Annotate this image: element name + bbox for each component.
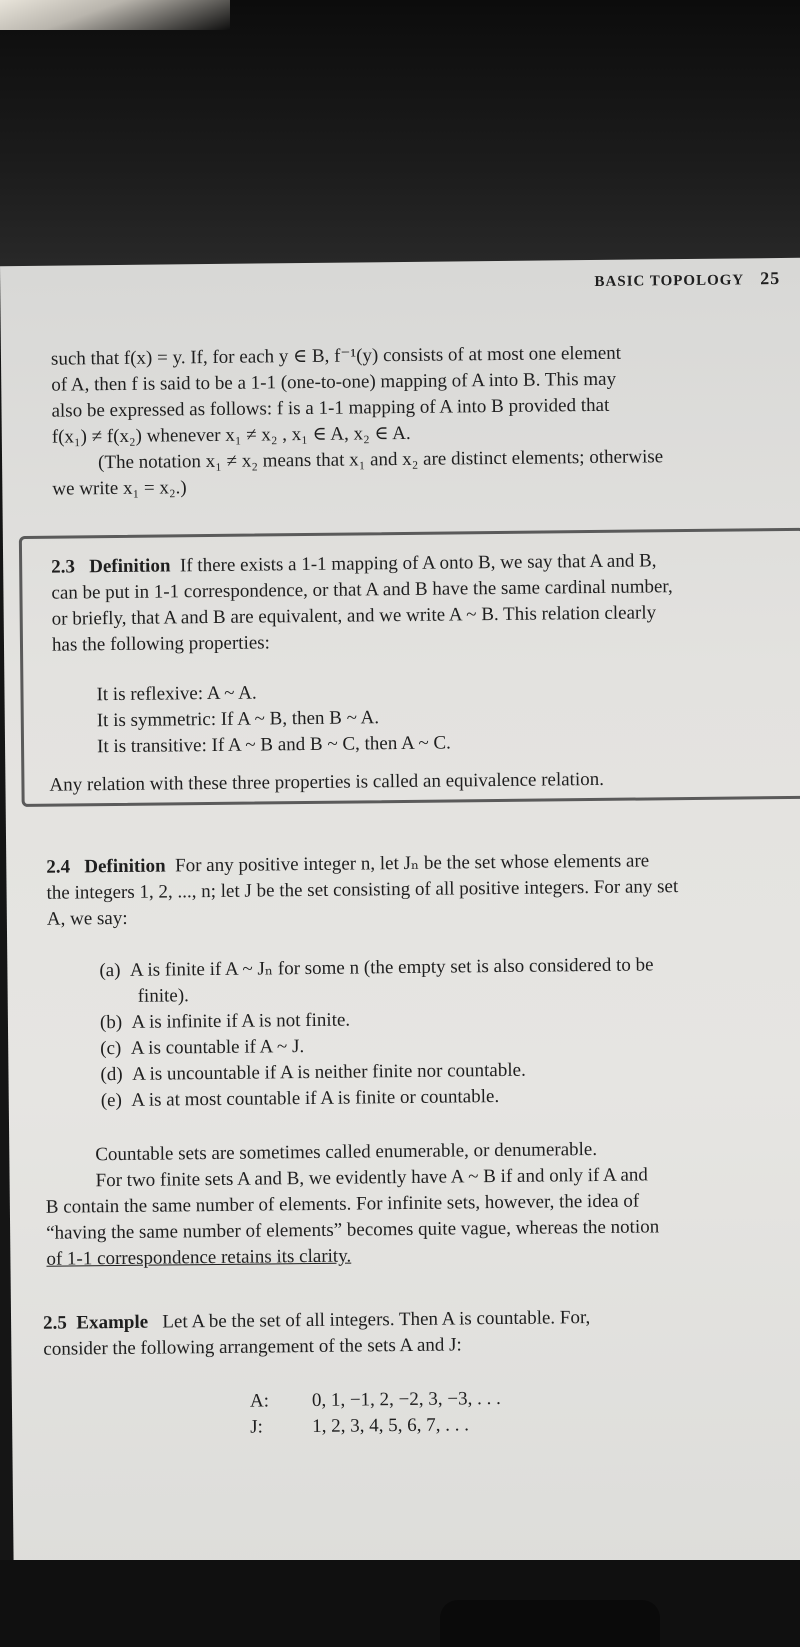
paragraph-line: For two finite sets A and B, we evidently have A ~ B if and only if A and [95, 1164, 648, 1192]
intro-line: of A, then f is said to be a 1-1 (one-to-one) mapping of A into B. This may [51, 368, 617, 396]
list-text: A is at most countable if A is finite or countable. [131, 1086, 500, 1111]
def-line: A, we say: [46, 907, 128, 930]
def-text: For any positive integer n, let Jₙ be the set whose elements are [174, 850, 650, 877]
book-page [0, 258, 800, 1636]
def-2-4-first-line [46, 849, 649, 879]
intro-line: f(x₁) ≠ f(x₂) whenever x₁ ≠ x₂ , x₁ ∈ A, x₂ ∈ A. [51, 422, 411, 448]
list-text: A is infinite if A is not finite. [131, 1009, 351, 1033]
list-marker: (d) [100, 1063, 123, 1086]
background-light-corner [0, 0, 230, 30]
def-closing: Any relation with these three properties is called an equivalence relation. [49, 768, 605, 796]
list-item [99, 953, 653, 983]
background-dark-top [0, 0, 800, 280]
def-line: can be put in 1-1 correspondence, or that A and B have the same cardinal number, [51, 576, 673, 604]
intro-line: we write x₁ = x₂.) [52, 477, 187, 500]
arrangement-values-a: 0, 1, −1, 2, −2, 3, −3, . . . [311, 1388, 501, 1411]
example-line: consider the following arrangement of the sets A and J: [43, 1334, 462, 1360]
list-item [100, 1009, 350, 1036]
list-text: A is countable if A ~ J. [130, 1036, 305, 1059]
arrangement-values-j: 1, 2, 3, 4, 5, 6, 7, . . . [312, 1414, 470, 1437]
def-label: Definition [84, 855, 166, 878]
list-marker: (c) [100, 1037, 122, 1060]
list-item [100, 1059, 526, 1087]
example-number: 2.5 [42, 1312, 67, 1334]
list-item-continuation: finite). [137, 985, 189, 1007]
list-marker: (a) [99, 959, 121, 982]
arrangement-label-a: A: [249, 1390, 270, 1412]
binder-clip [440, 1600, 660, 1647]
list-text: A is finite if A ~ Jₙ for some n (the empty set is also considered to be [129, 954, 654, 981]
list-text: A is uncountable if A is neither finite nor countable. [132, 1059, 526, 1085]
example-2-5-first-line [43, 1306, 590, 1336]
paragraph-line: “having the same number of elements” becomes quite vague, whereas the notion [46, 1216, 660, 1244]
intro-line: also be expressed as follows: f is a 1-1 mapping of A into B provided that [51, 394, 610, 422]
intro-line: such that f(x) = y. If, for each y ∈ B, f⁻¹(y) consists of at most one element [50, 342, 622, 370]
intro-line: (The notation x₁ ≠ x₂ means that x₁ and x₂ are distinct elements; otherwise [97, 446, 664, 474]
arrangement-label-j: J: [250, 1416, 263, 1438]
background-dark-bottom [0, 1560, 800, 1647]
paragraph-line-underlined: of 1-1 correspondence retains its clarity. [46, 1245, 352, 1270]
def-text: If there exists a 1-1 mapping of A onto B, we say that A and B, [179, 550, 657, 577]
def-number: 2.3 [51, 556, 76, 578]
property-symmetric: It is symmetric: If A ~ B, then B ~ A. [96, 707, 380, 732]
list-item [101, 1085, 500, 1113]
list-marker: (e) [100, 1089, 122, 1112]
list-marker: (b) [99, 1011, 123, 1034]
list-item [100, 1035, 304, 1061]
example-text: Let A be the set of all integers. Then A is countable. For, [162, 1307, 591, 1333]
page-number: 25 [760, 268, 781, 289]
def-line: has the following properties: [51, 632, 271, 656]
def-number: 2.4 [46, 856, 71, 878]
header-title: BASIC TOPOLOGY [594, 272, 745, 290]
running-header [594, 268, 780, 291]
paragraph-line: B contain the same number of elements. For infinite sets, however, the idea of [45, 1190, 640, 1218]
def-label: Definition [89, 555, 171, 578]
paragraph-line: Countable sets are sometimes called enumerable, or denumerable. [95, 1138, 598, 1166]
property-reflexive: It is reflexive: A ~ A. [96, 682, 257, 706]
example-label: Example [76, 1311, 149, 1334]
def-line: the integers 1, 2, ..., n; let J be the set consisting of all positive integers. For any set [46, 876, 679, 904]
def-line: or briefly, that A and B are equivalent, and we write A ~ B. This relation clearly [51, 602, 657, 630]
property-transitive: It is transitive: If A ~ B and B ~ C, then A ~ C. [96, 732, 451, 758]
